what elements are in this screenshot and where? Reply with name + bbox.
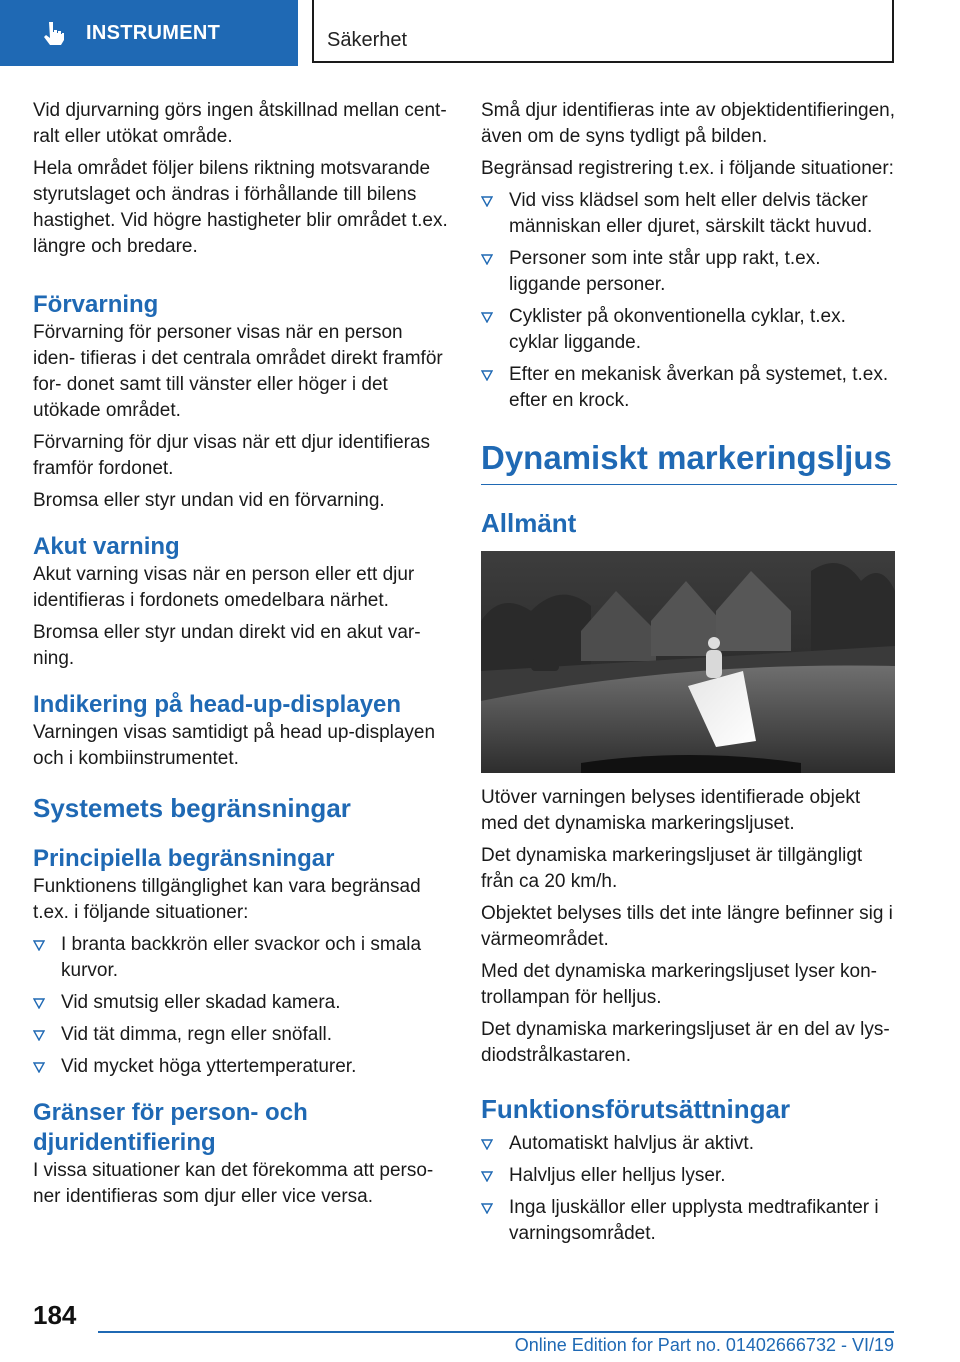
paragraph: Med det dynamiska markeringsljuset lyser kon‐ trollampan för helljus. [481,961,877,1008]
list-item: Vid tät dimma, regn eller snöfall. [33,1022,449,1048]
heading-funktionsforutsattningar: Funktionsförutsättningar [481,1094,791,1124]
paragraph: Vid djurvarning görs ingen åtskillnad mellan cent‐ ralt eller utökat område. [33,100,447,147]
triangle-bullet-icon [481,1138,493,1150]
chapter-tab-label: INSTRUMENT [86,21,221,44]
list-item: Inga ljuskällor eller upplysta medtrafikanter i varningsområdet. [481,1195,897,1247]
limitations-list [33,932,449,1080]
paragraph: Funktionens tillgänglighet kan vara begränsad t.ex. i följande situationer: [33,876,421,923]
paragraph: Akut varning visas när en person eller ett djur identifieras i fordonets omedelbara närhet. [33,564,415,611]
paragraph: Bromsa eller styr undan direkt vid en akut var‐ ning. [33,622,421,669]
list-item: Vid smutsig eller skadad kamera. [33,990,449,1016]
heading-granser: Gränser för person- och djuridentifiering [33,1099,308,1156]
triangle-bullet-icon [481,369,493,381]
triangle-bullet-icon [481,253,493,265]
night-road-illustration [481,551,895,773]
list-item: Efter en mekanisk åverkan på systemet, t.ex. efter en krock. [481,362,897,414]
section-title: Säkerhet [327,29,408,51]
prerequisites-list [481,1131,897,1247]
list-item: Automatiskt halvljus är aktivt. [481,1131,897,1157]
heading-forvarning: Förvarning [33,291,159,318]
paragraph: Bromsa eller styr undan vid en förvarning. [33,490,385,511]
paragraph: Små djur identifieras inte av objektidentifieringen, även om de syns tydligt på bilden. [481,100,896,147]
heading-principiella-begransningar: Principiella begränsningar [33,845,335,872]
paragraph: I vissa situationer kan det förekomma att perso‐ ner identifieras som djur eller vice versa. [33,1160,434,1207]
registration-limits-list [481,188,897,414]
heading-head-up-display: Indikering på head-up-displayen [33,691,402,718]
paragraph: Varningen visas samtidigt på head up-displayen och i kombiinstrumentet. [33,722,436,769]
triangle-bullet-icon [481,195,493,207]
right-column [481,98,897,1253]
chapter-tab-instrument[interactable] [0,0,298,66]
paragraph: Det dynamiska markeringsljuset är en del av lys‐ diodstrålkastaren. [481,1019,890,1066]
list-item: Vid viss klädsel som helt eller delvis täcker människan eller djuret, särskilt täckt huvud. [481,188,897,240]
paragraph: Hela området följer bilens riktning motsvarande styrutslaget och ändras i förhållande till bilens hastighet. Vid högre hastigheter blir området t.ex. längre och bredare. [33,158,448,257]
list-item: Personer som inte står upp rakt, t.ex. liggande personer. [481,246,897,298]
list-item: Vid mycket höga yttertemperaturer. [33,1054,449,1080]
heading-akut-varning: Akut varning [33,533,180,560]
edition-note: Online Edition for Part no. 01402666732 - VI/19 [514,1335,894,1355]
section-title-box [312,0,894,63]
heading-systemets-begransningar: Systemets begränsningar [33,793,351,823]
paragraph: Objektet belyses tills det inte längre befinner sig i värmeområdet. [481,903,893,950]
paragraph: Förvarning för djur visas när ett djur identifieras framför fordonet. [33,432,431,479]
heading-allmant: Allmänt [481,508,577,538]
list-item: I branta backkrön eller svackor och i smala kurvor. [33,932,449,984]
paragraph: Det dynamiska markeringsljuset är tillgängligt från ca 20 km/h. [481,845,863,892]
triangle-bullet-icon [33,939,45,951]
page-number: 184 [33,1300,77,1330]
paragraph: Förvarning för personer visas när en person iden‐ tifieras i det centrala området direkt framför for‐ donet samt till vänster eller höger i det utökade området. [33,322,443,421]
list-item: Cyklister på okonventionella cyklar, t.ex. cyklar liggande. [481,304,897,356]
triangle-bullet-icon [481,311,493,323]
paragraph: Begränsad registrering t.ex. i följande situationer: [481,158,894,179]
heading-dynamiskt-markeringsljus: Dynamiskt markeringsljus [481,436,897,485]
triangle-bullet-icon [33,1061,45,1073]
hand-pointer-icon [40,20,66,46]
triangle-bullet-icon [481,1202,493,1214]
triangle-bullet-icon [33,997,45,1009]
paragraph: Utöver varningen belyses identifierade objekt med det dynamiska markeringsljuset. [481,787,861,834]
page-header [0,0,960,66]
left-column [33,98,449,1216]
triangle-bullet-icon [33,1029,45,1041]
footer-divider [98,1331,894,1333]
list-item: Halvljus eller helljus lyser. [481,1163,897,1189]
triangle-bullet-icon [481,1170,493,1182]
